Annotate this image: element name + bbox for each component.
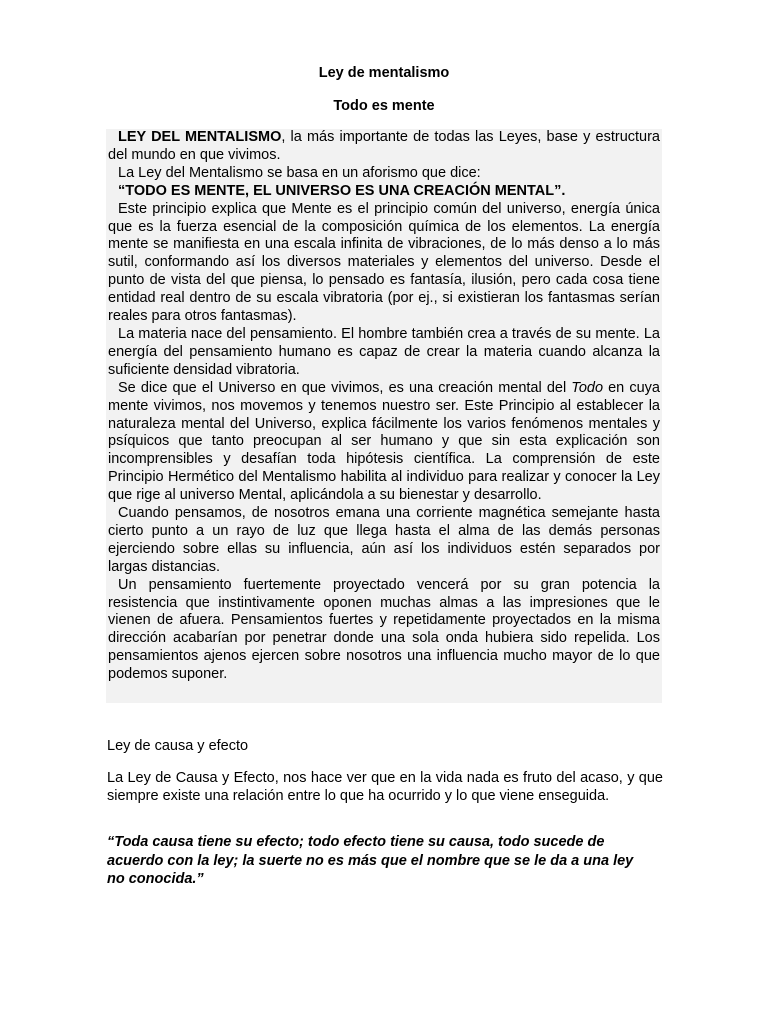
- paragraph-magnetic: Cuando pensamos, de nosotros emana una corriente magnética semejante hasta cierto punto a un rayo de luz que llega hasta el alma de las demás personas ejerciendo sobre ellas su influencia, aún así los individuos estén separados por largas distancias.: [108, 505, 660, 575]
- paragraph-principle: Este principio explica que Mente es el principio común del universo, energía única que es la fuerza esencial de la composición química de los elementos. La energía mente se manifiesta en una escala infinita de vibraciones, de lo más denso a lo más sutil, conformando así los diversos materiales y elementos del universo. Desde el punto de vista del que piensa, lo pensado es fantasía, ilusión, pero cada cosa tiene entidad real dentro de su escala vibratoria (por ej., si existieran los fantasmas serían reales para otros fantasmas).: [108, 200, 660, 325]
- causality-heading: Ley de causa y efecto: [107, 738, 249, 754]
- todo-italic: Todo: [571, 379, 604, 396]
- document-title: Ley de mentalismo: [318, 65, 450, 81]
- aphorism-motto: “TODO ES MENTE, EL UNIVERSO ES UNA CREACIÓN MENTAL”.: [118, 182, 566, 199]
- causality-body: [107, 769, 663, 805]
- mentalism-section: [106, 129, 662, 703]
- paragraph-projection: Un pensamiento fuertemente proyectado vencerá por su gran potencia la resistencia que instintivamente oponen muchas almas a las impresiones que le vienen de afuera. Pensamientos fuertes y repetidamente proyectados en la misma dirección acabarían por penetrar donde una sola onda hubiera sido repelida. Los pensamientos ajenos ejercen sobre nosotros una influencia mucho mayor de lo que podemos suponer.: [108, 576, 660, 683]
- paragraph-intro: [108, 129, 660, 165]
- paragraph-matter: La materia nace del pensamiento. El hombre también crea a través de su mente. La energía del pensamiento humano es capaz de crear la materia cuando alcanza la suficiente densidad vibratoria.: [108, 325, 660, 378]
- law-name: LEY DEL MENTALISMO: [118, 129, 282, 145]
- document-subtitle: Todo es mente: [333, 98, 435, 114]
- paragraph-universe: [108, 380, 660, 505]
- causality-quote: [107, 833, 647, 889]
- causality-paragraph: La Ley de Causa y Efecto, nos hace ver que en la vida nada es fruto del acaso, y que siempre existe una relación entre lo que ha ocurrido y lo que viene enseguida.: [107, 770, 663, 804]
- paragraph-universe-start: Se dice que el Universo en que vivimos, es una creación mental del: [118, 379, 572, 396]
- paragraph-intro-text: , la más importante de todas las Leyes, base y estructura del mundo en que vivimos.: [108, 129, 660, 163]
- paragraph-universe-end: en cuya mente vivimos, nos movemos y tenemos nuestro ser. Este Principio al establecer la naturaleza mental del Universo, explica fácilmente los varios fenómenos mentales y psíquicos que tanto preocupan al ser humano y que sin esta explicación son incomprensibles y desafían toda hipótesis científica. La comprensión de este Principio Hermético del Mentalismo habilita al individuo para realizar y conocer la Ley que rige al universo Mental, aplicándola a su bienestar y desarrollo.: [108, 379, 660, 504]
- paragraph-aphorism-intro: La Ley del Mentalismo se basa en un aforismo que dice:: [118, 164, 481, 181]
- causality-quote-text: “Toda causa tiene su efecto; todo efecto tiene su causa, todo sucede de acuerdo con la ley; la suerte no es más que el nombre que se le da a una ley no conocida.”: [107, 834, 634, 887]
